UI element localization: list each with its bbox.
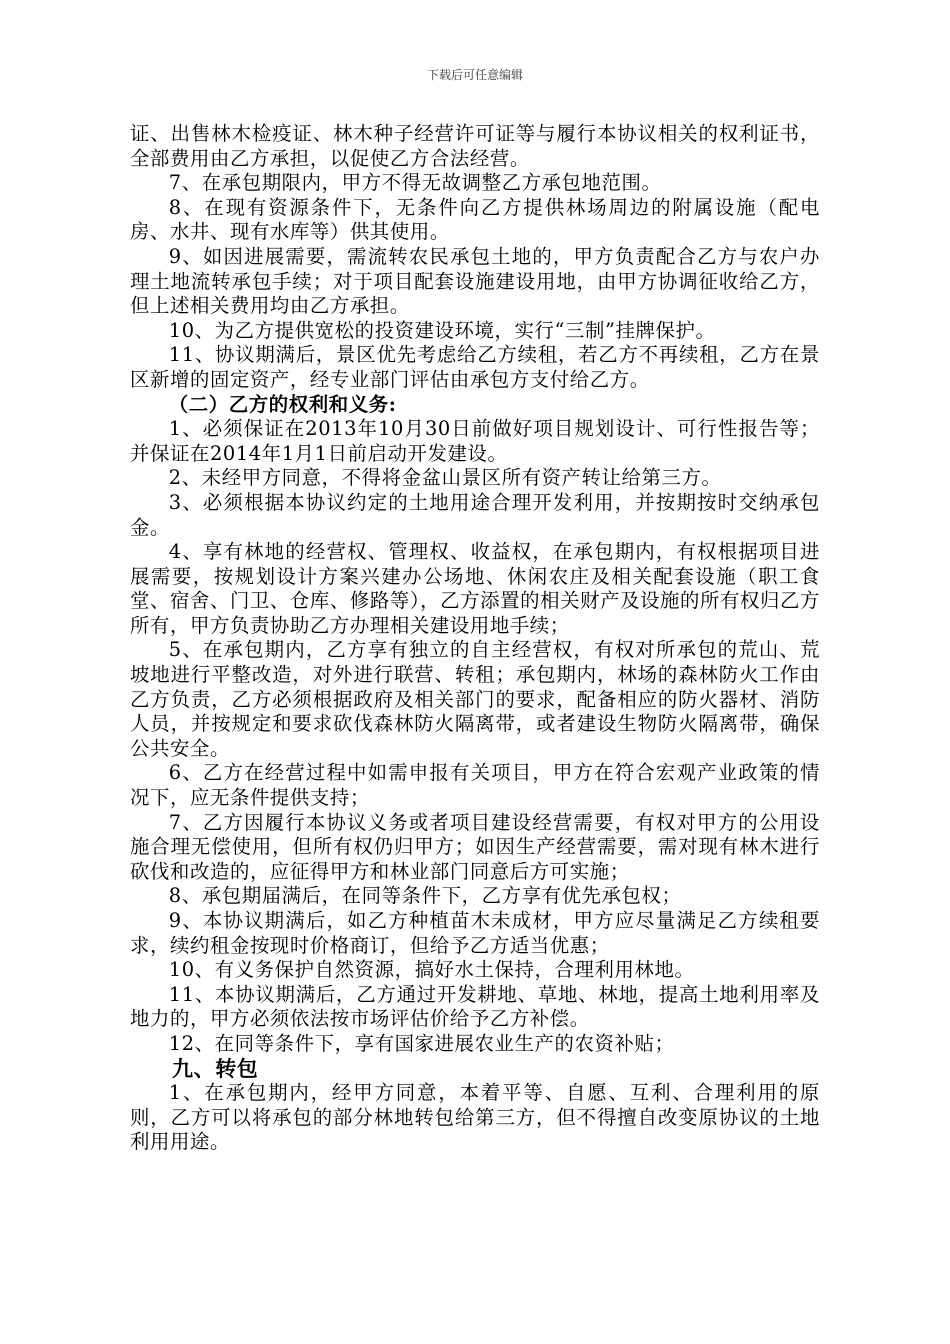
paragraph: 9、本协议期满后，如乙方种植苗木未成材，甲方应尽量满足乙方续租要求，续约租金按现时价格商订，但给予乙方适当优惠； bbox=[130, 909, 820, 957]
paragraph: 11、本协议期满后，乙方通过开发耕地、草地、林地，提高土地利用率及地力的，甲方必须依法按市场评估价给予乙方补偿。 bbox=[130, 982, 820, 1031]
section-heading: 九、转包 bbox=[172, 1055, 259, 1081]
paragraph: 10、为乙方提供宽松的投资建设环境，实行“三制”挂牌保护。 bbox=[168, 318, 716, 342]
paragraph: 8、在现有资源条件下，无条件向乙方提供林场周边的附属设施（配电房、水井、现有水库等）供其使用。 bbox=[130, 195, 820, 244]
paragraph: 1、在承包期内，经甲方同意，本着平等、自愿、互利、合理利用的原则，乙方可以将承包的部分林地转包给第三方，但不得擅自改变原协议的土地利用用途。 bbox=[130, 1081, 820, 1154]
paragraph: 2、未经甲方同意，不得将金盆山景区所有资产转让给第三方。 bbox=[168, 466, 722, 490]
paragraph: 1、必须保证在2013年10月30日前做好项目规划设计、可行性报告等；并保证在2014年1月1日前启动开发建设。 bbox=[130, 417, 820, 465]
paragraph: 11、协议期满后，景区优先考虑给乙方续租，若乙方不再续租，乙方在景区新增的固定资产，经专业部门评估由承包方支付给乙方。 bbox=[130, 343, 820, 391]
paragraph: 10、有义务保护自然资源，搞好水土保持，合理利用林地。 bbox=[168, 958, 695, 982]
paragraph: 3、必须根据本协议约定的土地用途合理开发利用，并按期按时交纳承包金。 bbox=[130, 490, 820, 539]
document-body bbox=[130, 122, 820, 1155]
paragraph: 12、在同等条件下，享有国家进展农业生产的农资补贴； bbox=[168, 1031, 675, 1055]
page-header: 下载后可任意编辑 bbox=[426, 68, 523, 82]
paragraph: 6、乙方在经营过程中如需申报有关项目，甲方在符合宏观产业政策的情况下，应无条件提供支持； bbox=[130, 761, 820, 810]
paragraph: 4、享有林地的经营权、管理权、收益权，在承包期内，有权根据项目进展需要，按规划设计方案兴建办公场地、休闲农庄及相关配套设施（职工食堂、宿舍、门卫、仓库、修路等），乙方添置的相关财产及设施的所有权归乙方所有，甲方负责协助乙方办理相关建设用地手续； bbox=[130, 540, 820, 637]
paragraph: 7、乙方因履行本协议义务或者项目建设经营需要，有权对甲方的公用设施合理无偿使用，但所有权仍归甲方；如因生产经营需要，需对现有林木进行砍伐和改造的，应征得甲方和林业部门同意后方可实施； bbox=[130, 810, 820, 883]
paragraph: 9、如因进展需要，需流转农民承包土地的，甲方负责配合乙方与农户办理土地流转承包手续；对于项目配套设施建设用地，由甲方协调征收给乙方，但上述相关费用均由乙方承担。 bbox=[130, 244, 820, 318]
paragraph: 8、承包期届满后，在同等条件下，乙方享有优先承包权； bbox=[168, 884, 682, 908]
subsection-heading: （二）乙方的权利和义务: bbox=[168, 392, 397, 416]
paragraph: 7、在承包期限内，甲方不得无故调整乙方承包地范围。 bbox=[168, 171, 662, 195]
paragraph: 证、出售林木检疫证、林木种子经营许可证等与履行本协议相关的权利证书，全部费用由乙方承担，以促使乙方合法经营。 bbox=[130, 122, 820, 170]
paragraph: 5、在承包期内，乙方享有独立的自主经营权，有权对所承包的荒山、荒坡地进行平整改造，对外进行联营、转租；承包期内，林场的森林防火工作由乙方负责，乙方必须根据政府及相关部门的要求，配备相应的防火器材、消防人员，并按规定和要求砍伐森林防火隔离带，或者建设生物防火隔离带，确保公共安全。 bbox=[130, 638, 820, 760]
